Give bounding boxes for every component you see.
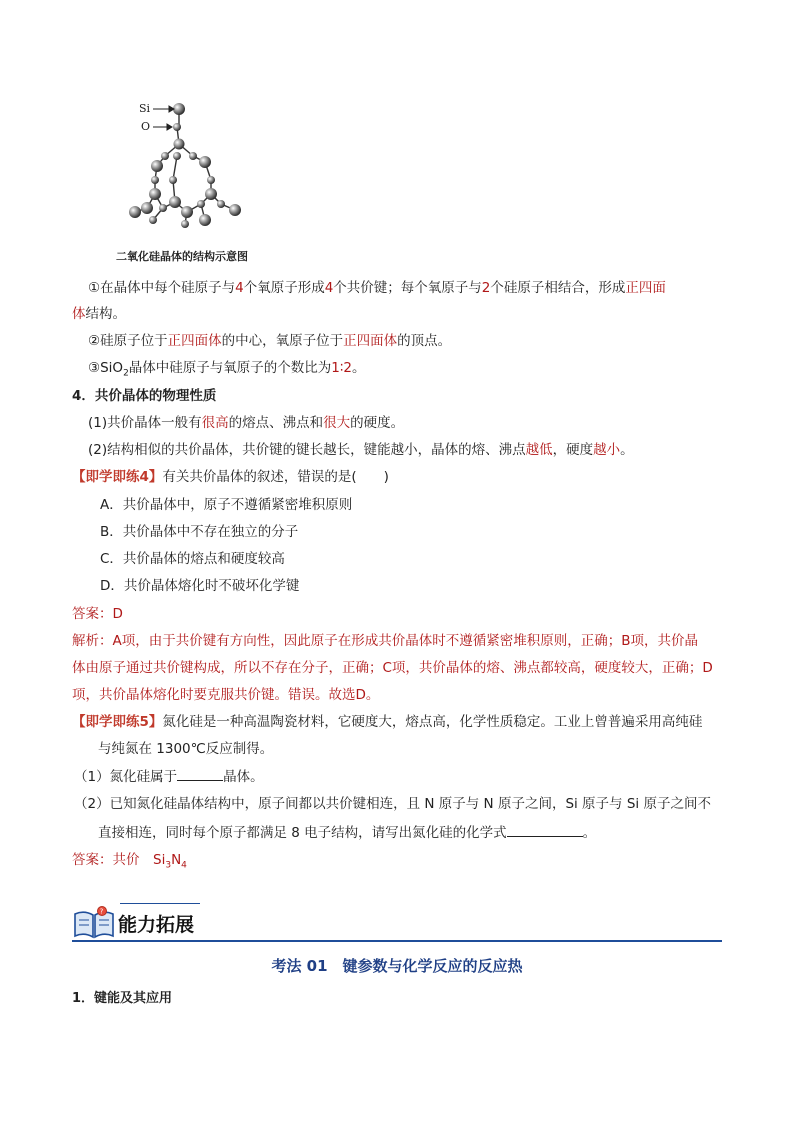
practice-5-question-line-1: 【即学即练5】氮化硅是一种高温陶瓷材料，它硬度大，熔点高，化学性质稳定。工业上曾普遍采用高纯硅 [72,714,703,730]
practice-5-answer: 答案：共价 $Si_3N_4$ [72,852,187,871]
point-2: ②硅原子位于正四面体的中心，氧原子位于正四面体的顶点。 [88,333,452,349]
ability-top-rule [120,903,200,904]
section-4-line-2: (2)结构相似的共价晶体，共价键的键长越长，键能越小，晶体的熔、沸点越低，硬度越小。 [88,442,634,458]
open-book-icon [72,904,116,940]
practice-4-option-d: D．共价晶体熔化时不破坏化学键 [100,578,300,594]
practice-4-option-b: B．共价晶体中不存在独立的分子 [100,524,299,540]
diagram-caption: 二氧化硅晶体的结构示意图 [116,250,248,263]
point-3: ③SiO$_2$晶体中硅原子与氧原子的个数比为1∶2。 [88,360,366,379]
practice-4-answer: 答案：D [72,606,123,622]
practice-4-option-a: A．共价晶体中，原子不遵循紧密堆积原则 [100,497,353,513]
practice-5-sub-1: （1）氮化硅属于 晶体。 [74,766,264,787]
svg-text:?: ? [99,907,104,916]
practice-4-analysis-line-1: 解析：A项，由于共价键有方向性，因此原子在形成共价晶体时不遵循紧密堆积原则，正确；B项，共价晶 [72,633,698,649]
o-label: O [141,120,151,133]
practice-4-question: 【即学即练4】有关共价晶体的叙述，错误的是( ) [72,469,389,485]
point-1-line-1: ①在晶体中每个硅原子与4个氧原子形成4个共价键；每个氧原子与2个硅原子相结合，形成正四面 [88,280,666,296]
practice-4-option-c: C．共价晶体的熔点和硬度较高 [100,551,285,567]
ability-title: 能力拓展 [118,914,195,936]
si-label: Si [139,102,151,115]
answer-blank-2[interactable] [507,822,583,837]
practice-5-question-line-2: 与纯氮在 1300℃反应制得。 [98,741,274,757]
practice-4-analysis-line-3: 项，共价晶体熔化时要克服共价键。错误。故选D。 [72,687,380,703]
practice-5-sub-2-line-1: （2）已知氮化硅晶体结构中，原子间都以共价键相连，且 N 原子与 N 原子之间，Si 原子与 Si 原子之间不 [74,796,711,812]
practice-4-analysis-line-2: 体由原子通过共价键构成，所以不存在分子，正确；C项，共价晶体的熔、沸点都较高，硬度较大，正确；D [72,660,713,676]
section-4-heading: 4．共价晶体的物理性质 [72,388,217,404]
section-4-line-1: (1)共价晶体一般有很高的熔点、沸点和很大的硬度。 [88,415,405,431]
answer-blank-1[interactable] [177,766,223,781]
item-1-heading: 1．键能及其应用 [72,991,173,1006]
point-1-line-2: 体结构。 [72,306,126,322]
ability-divider [72,940,722,942]
method-heading: 考法 01 键参数与化学反应的反应热 [271,957,523,975]
practice-5-sub-2-line-2: 直接相连，同时每个原子都满足 8 电子结构，请写出氮化硅的化学式 。 [98,822,596,843]
sio2-structure-diagram [125,96,255,236]
